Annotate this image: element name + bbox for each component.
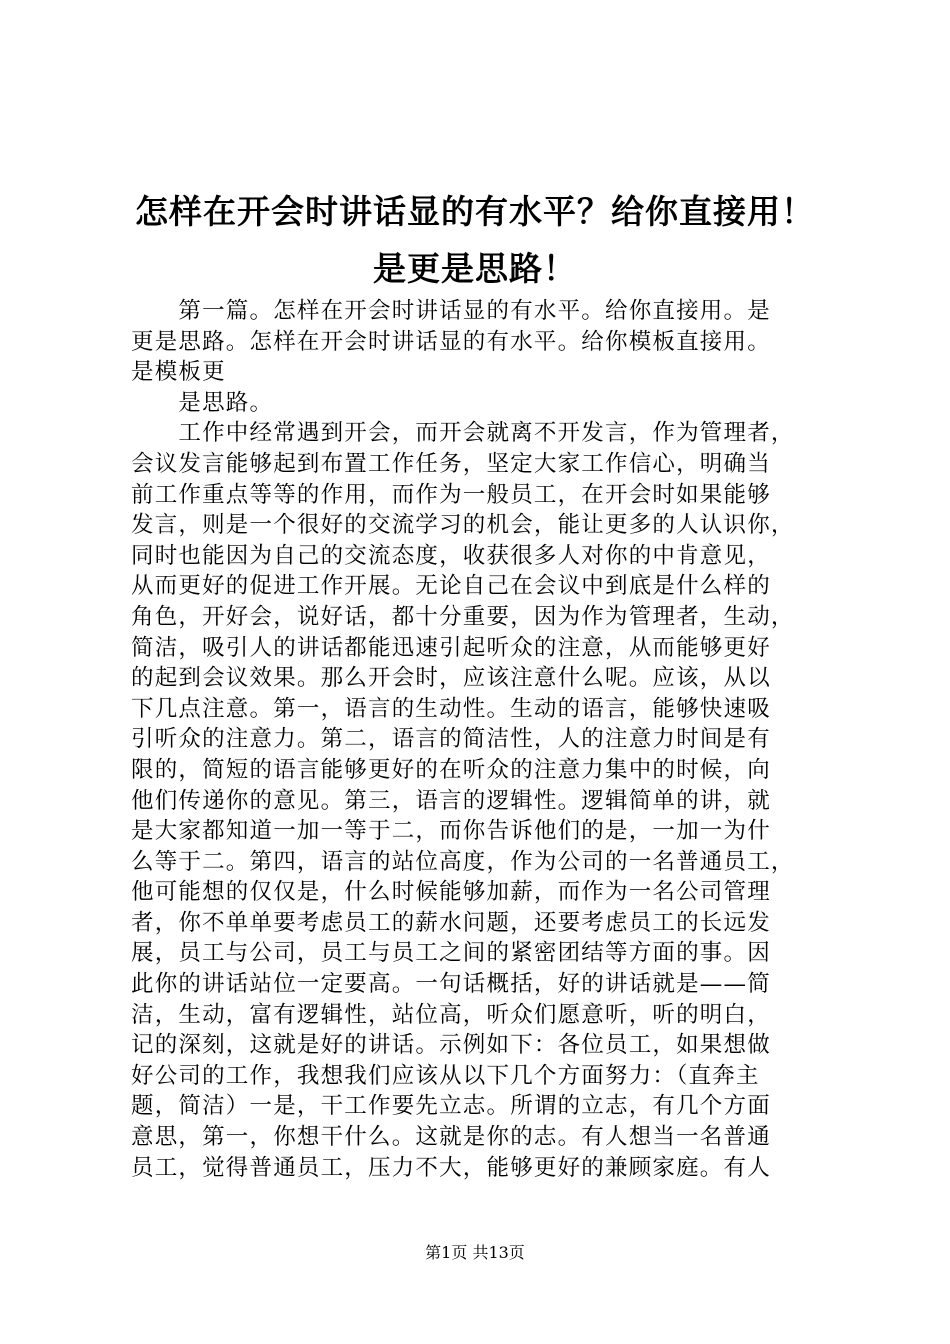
body-line: 同时也能因为自己的交流态度，收获很多人对你的中肯意见， — [131, 542, 771, 569]
body-line: 好公司的工作，我想我们应该从以下几个方面努力：（直奔主 — [131, 1062, 760, 1089]
body-line: 从而更好的促进工作开展。无论自己在会议中到底是什么样的 — [131, 573, 771, 600]
body-line: 发言，则是一个很好的交流学习的机会，能让更多的人认识你， — [131, 512, 795, 539]
document-body — [131, 296, 831, 1183]
document-title-line-1: 怎样在开会时讲话显的有水平？给你直接用！ — [135, 192, 815, 231]
body-line: 引听众的注意力。第二，语言的简洁性，人的注意力时间是有 — [131, 726, 771, 753]
body-line: 会议发言能够起到布置工作任务，坚定大家工作信心，明确当 — [131, 450, 771, 477]
body-line: 工作中经常遇到开会，而开会就离不开发言，作为管理者， — [131, 420, 795, 447]
body-line: 洁，生动，富有逻辑性，站位高，听众们愿意听，听的明白， — [131, 1001, 771, 1028]
body-line: 展，员工与公司，员工与员工之间的紧密团结等方面的事。因 — [131, 940, 771, 967]
body-line: 意思，第一，你想干什么。这就是你的志。有人想当一名普通 — [131, 1124, 771, 1151]
page-footer: 第1页 共13页 — [425, 1243, 525, 1262]
body-line: 题，简洁）一是，干工作要先立志。所谓的立志，有几个方面 — [131, 1093, 771, 1120]
body-line: 是思路。 — [131, 389, 274, 416]
body-line: 简洁，吸引人的讲话都能迅速引起听众的注意，从而能够更好 — [131, 634, 771, 661]
body-line: 的起到会议效果。那么开会时，应该注意什么呢。应该，从以 — [131, 665, 771, 692]
body-line: 他们传递你的意见。第三，语言的逻辑性。逻辑简单的讲，就 — [131, 787, 771, 814]
body-line: 么等于二。第四，语言的站位高度，作为公司的一名普通员工， — [131, 848, 795, 875]
document-title-line-2: 是更是思路！ — [373, 249, 577, 288]
body-line: 是大家都知道一加一等于二，而你告诉他们的是，一加一为什 — [131, 818, 771, 845]
body-line: 记的深刻，这就是好的讲话。示例如下：各位员工，如果想做 — [131, 1032, 771, 1059]
body-line: 此你的讲话站位一定要高。一句话概括，好的讲话就是——简 — [131, 971, 771, 998]
body-line: 角色，开好会，说好话，都十分重要，因为作为管理者，生动， — [131, 603, 795, 630]
body-line: 是模板更 — [131, 359, 226, 386]
body-line: 更是思路。怎样在开会时讲话显的有水平。给你模板直接用。 — [131, 328, 771, 355]
body-line: 第一篇。怎样在开会时讲话显的有水平。给你直接用。是 — [131, 298, 771, 324]
body-line: 限的，简短的语言能够更好的在听众的注意力集中的时候，向 — [131, 756, 771, 783]
body-line: 下几点注意。第一，语言的生动性。生动的语言，能够快速吸 — [131, 695, 771, 722]
body-line: 他可能想的仅仅是，什么时候能够加薪，而作为一名公司管理 — [131, 879, 771, 906]
body-line: 前工作重点等等的作用，而作为一般员工，在开会时如果能够 — [131, 481, 771, 508]
body-line: 员工，觉得普通员工，压力不大，能够更好的兼顾家庭。有人 — [131, 1154, 771, 1181]
body-line: 者，你不单单要考虑员工的薪水问题，还要考虑员工的长远发 — [131, 909, 771, 936]
